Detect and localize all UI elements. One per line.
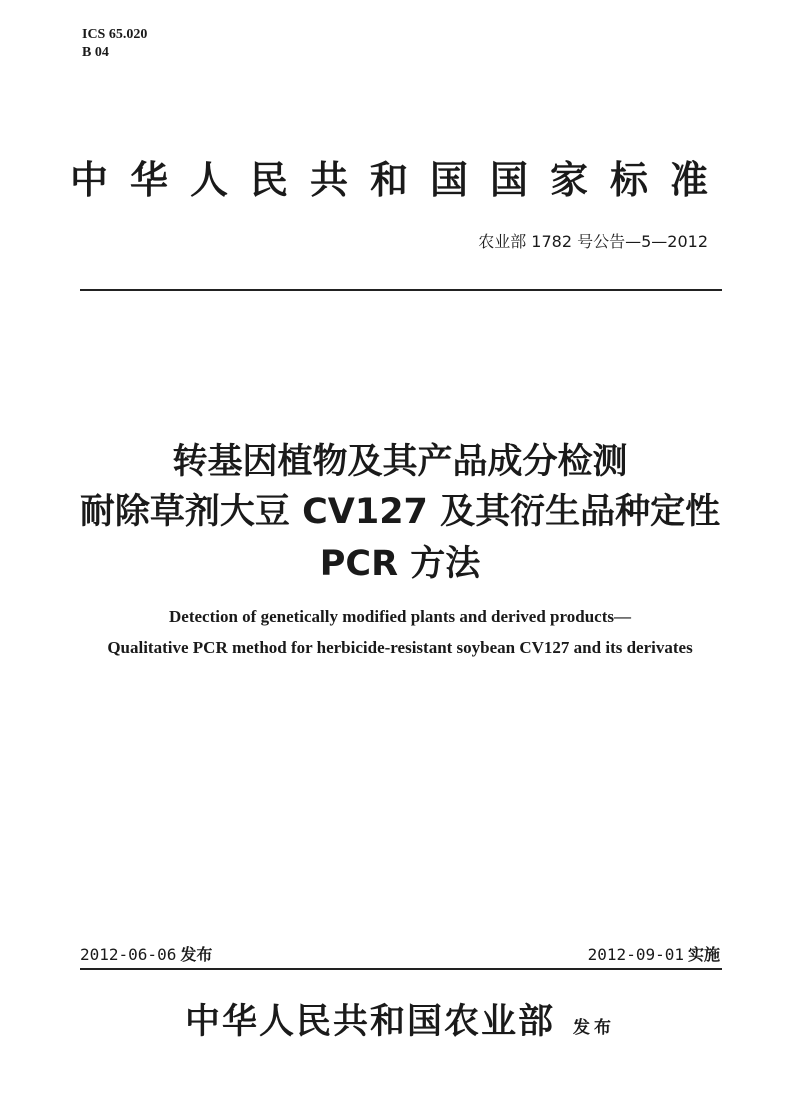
ccs-code: B 04 (82, 45, 109, 60)
bottom-divider (80, 968, 722, 970)
effective-date: 2012-09-01 (587, 945, 684, 964)
en-title-line-2: Qualitative PCR method for herbicide-resistant soybean CV127 and its derivates (107, 638, 693, 657)
publish-label: 发布 (573, 1018, 615, 1038)
cn-title-line-1: 转基因植物及其产品成分检测 (172, 442, 628, 482)
issue-label: 发布 (180, 945, 213, 964)
cn-title-line-3: PCR 方法 (319, 544, 481, 584)
issue-date-block (80, 944, 212, 966)
ics-code: ICS 65.020 (82, 27, 148, 42)
top-divider (80, 289, 722, 291)
en-title-line-1: Detection of genetically modified plants and derived products— (169, 607, 631, 626)
effective-label: 实施 (687, 945, 720, 964)
standard-title: 中华人民共和国国家标准 (69, 158, 730, 202)
standard-number: 农业部 1782 号公告—5—2012 (478, 232, 708, 251)
publisher-block (0, 1000, 800, 1044)
issue-date: 2012-06-06 (80, 945, 177, 964)
cn-title-line-2: 耐除草剂大豆 CV127 及其衍生品种定性 (79, 492, 721, 532)
effective-date-block (588, 944, 720, 966)
publisher-name: 中华人民共和国农业部 (184, 1001, 555, 1042)
